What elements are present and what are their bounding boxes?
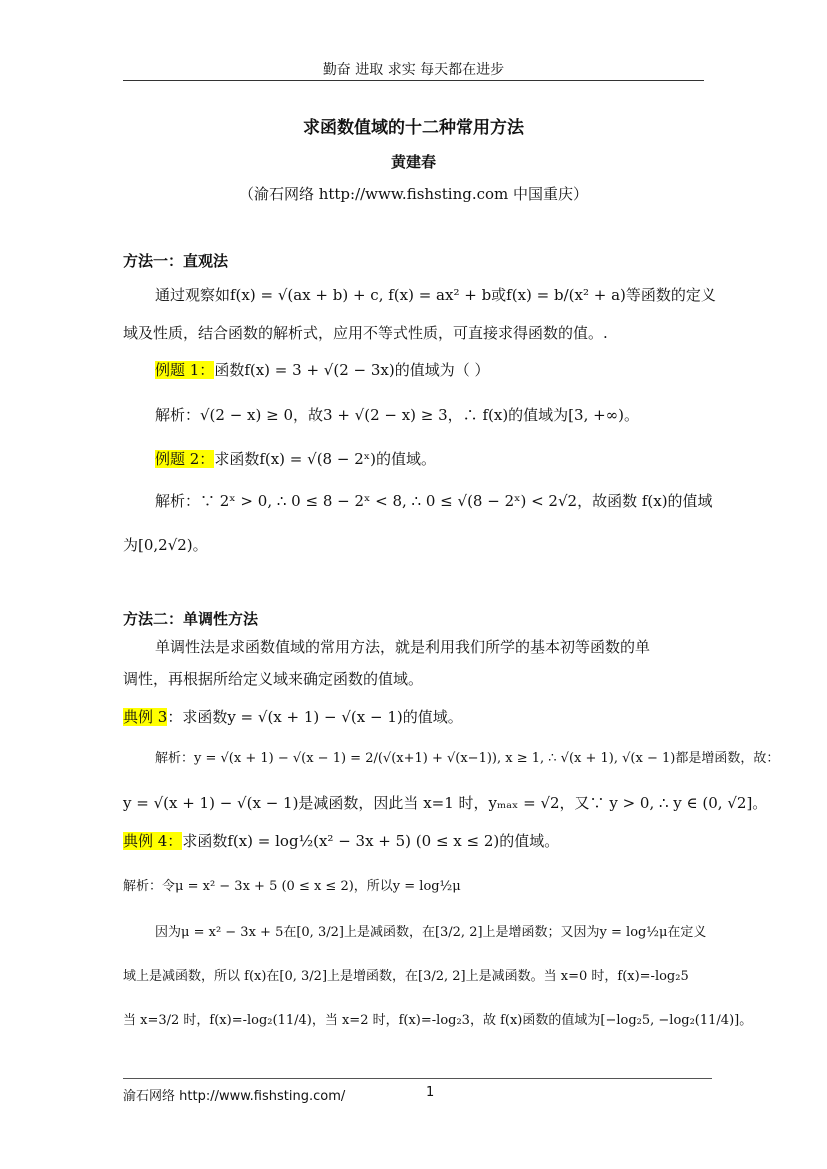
example1-solution: 解析：√(2 − x) ≥ 0，故3 + √(2 − x) ≥ 3，∴ f(x)的值域为[3, +∞)。 bbox=[155, 406, 640, 424]
example1 bbox=[155, 363, 735, 378]
method2-intro-line1: 单调性法是求函数值域的常用方法，就是利用我们所学的基本初等函数的单 bbox=[155, 638, 651, 656]
method1-heading: 方法一：直观法 bbox=[123, 252, 229, 270]
footer-site: 渝石网络 http://www.fishsting.com/ bbox=[123, 1089, 346, 1104]
method2-intro-line2: 调性，再根据所给定义域来确定函数的值域。 bbox=[123, 670, 424, 688]
document-title: 求函数值域的十二种常用方法 bbox=[303, 118, 524, 138]
method1-intro-line1: 通过观察如f(x) = √(ax + b) + c, f(x) = ax² + b或f(x) = b/(x² + a)等函数的定义 bbox=[155, 286, 716, 304]
example3-text: ：求函数y = √(x + 1) − √(x − 1)的值域。 bbox=[167, 708, 463, 726]
example4-label: 典例 4： bbox=[123, 832, 183, 850]
author: 黄建春 bbox=[390, 153, 436, 171]
example4-solution-line2: 因为μ = x² − 3x + 5在[0, 3/2]上是减函数，在[3/2, 2]上是增函数；又因为y = log½μ在定义 bbox=[155, 925, 707, 940]
example2-label: 例题 2： bbox=[155, 450, 215, 468]
example4-text: 求函数f(x) = log½(x² − 3x + 5) (0 ≤ x ≤ 2)的值域。 bbox=[182, 832, 560, 850]
example4-solution-line3: 域上是减函数，所以 f(x)在[0, 3/2]上是增函数，在[3/2, 2]上是减函数。当 x=0 时，f(x)=-log₂5 bbox=[123, 969, 689, 984]
example1-label: 例题 1： bbox=[155, 361, 215, 379]
example3 bbox=[123, 710, 703, 725]
method2-heading: 方法二：单调性方法 bbox=[123, 610, 259, 628]
affiliation: （渝石网络 http://www.fishsting.com 中国重庆） bbox=[238, 185, 589, 203]
example4 bbox=[123, 834, 703, 849]
header-rule bbox=[123, 80, 704, 81]
footer-rule bbox=[123, 1078, 712, 1079]
page-header: 勤奋 进取 求实 每天都在进步 bbox=[322, 62, 505, 78]
example4-solution-line4: 当 x=3/2 时，f(x)=-log₂(11/4)，当 x=2 时，f(x)=-log₂3，故 f(x)函数的值域为[−log₂5, −log₂(11/4)]。 bbox=[123, 1013, 753, 1028]
example2 bbox=[155, 452, 735, 467]
method1-intro-line2: 域及性质，结合函数的解析式，应用不等式性质，可直接求得函数的值。. bbox=[123, 324, 608, 342]
example2-text: 求函数f(x) = √(8 − 2ˣ)的值域。 bbox=[214, 450, 436, 468]
example3-solution-line2: y = √(x + 1) − √(x − 1)是减函数，因此当 x=1 时，yₘₐₓ = √2，又∵ y > 0, ∴ y ∈ (0, √2]。 bbox=[123, 794, 768, 812]
example2-solution-line2: 为[0,2√2)。 bbox=[123, 536, 208, 554]
example3-solution-line1: 解析：y = √(x + 1) − √(x − 1) = 2/(√(x+1) + √(x−1)), x ≥ 1, ∴ √(x + 1), √(x − 1)都是增函数，故： bbox=[155, 751, 780, 766]
example1-text: 函数f(x) = 3 + √(2 − 3x)的值域为（ ） bbox=[214, 361, 490, 379]
page-number: 1 bbox=[426, 1085, 435, 1100]
example3-label: 典例 3 bbox=[123, 708, 168, 726]
example2-solution-line1: 解析：∵ 2ˣ > 0, ∴ 0 ≤ 8 − 2ˣ < 8, ∴ 0 ≤ √(8 − 2ˣ) < 2√2，故函数 f(x)的值域 bbox=[155, 492, 713, 510]
example4-solution-line1: 解析：令μ = x² − 3x + 5 (0 ≤ x ≤ 2)，所以y = log½μ bbox=[123, 879, 461, 894]
